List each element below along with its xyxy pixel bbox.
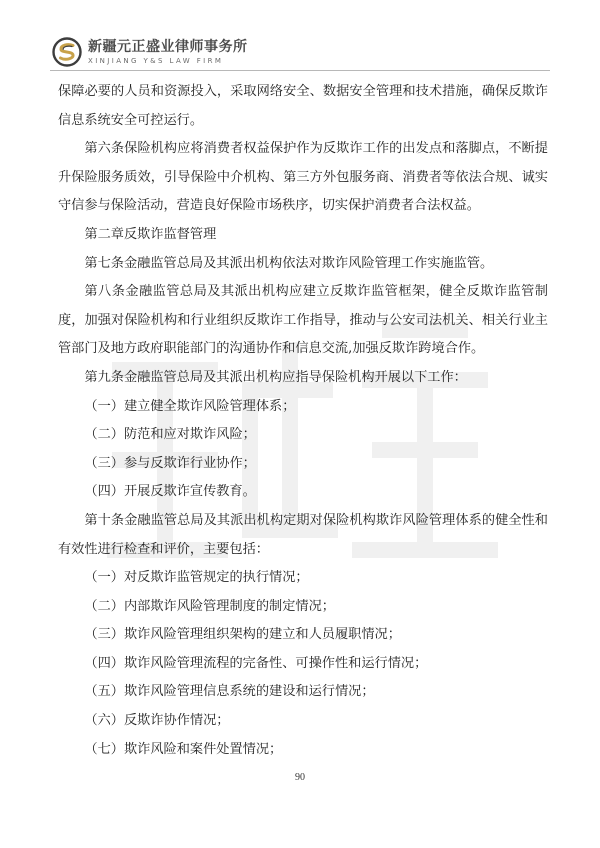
article-8: 第八条金融监管总局及其派出机构应建立反欺诈监管框架，健全反欺诈监管制度，加强对保险机构和行业组织反欺诈工作指导，推动与公安司法机关、相关行业主管部门及地方政府职能部门的沟通协作和信息交流,加强反欺诈跨境合作。: [58, 284, 548, 357]
list-item: （三）参与反欺诈行业协作；: [84, 455, 256, 471]
list-item: （三）欺诈风险管理组织架构的建立和人员履职情况；: [84, 627, 401, 643]
firm-name: [88, 39, 248, 66]
document-body: [58, 78, 548, 764]
list-item: （六）反欺诈协作情况；: [84, 713, 230, 729]
article-10: 第十条金融监管总局及其派出机构定期对保险机构欺诈风险管理体系的健全性和有效性进行检查和评价，主要包括：: [58, 512, 548, 557]
article-7: 第七条金融监管总局及其派出机构依法对欺诈风险管理工作实施监管。: [84, 255, 494, 271]
list-item: （四）欺诈风险管理流程的完备性、可操作性和运行情况；: [84, 655, 428, 671]
list-item: （五）欺诈风险管理信息系统的建设和运行情况；: [84, 684, 375, 700]
firm-name-cn: 新疆元正盛业律师事务所: [88, 38, 248, 55]
header-divider: [50, 70, 550, 71]
article-9: 第九条金融监管总局及其派出机构应指导保险机构开展以下工作：: [84, 369, 467, 385]
firm-name-en: XINJIANG Y&S LAW FIRM: [88, 56, 224, 65]
list-item: （四）开展反欺诈宣传教育。: [84, 484, 256, 500]
page-number: 90: [295, 772, 305, 783]
chapter-heading: 第二章反欺诈监督管理: [84, 226, 217, 242]
list-item: （二）防范和应对欺诈风险；: [84, 427, 256, 443]
list-item: （一）建立健全欺诈风险管理体系；: [84, 398, 296, 414]
firm-logo-icon: [52, 37, 82, 67]
paragraph-continued: 保障必要的人员和资源投入，采取网络安全、数据安全管理和技术措施，确保反欺诈信息系统安全可控运行。: [58, 84, 548, 128]
list-item: （一）对反欺诈监管规定的执行情况；: [84, 570, 309, 586]
list-item: （七）欺诈风险和案件处置情况；: [84, 741, 283, 757]
article-6: 第六条保险机构应将消费者权益保护作为反欺诈工作的出发点和落脚点，不断提升保险服务质效，引导保险中介机构、第三方外包服务商、消费者等依法合规、诚实守信参与保险活动，营造良好保险市场秩序，切实保护消费者合法权益。: [58, 141, 548, 214]
list-item: （二）内部欺诈风险管理制度的制定情况；: [84, 598, 335, 614]
letterhead: [52, 32, 248, 72]
